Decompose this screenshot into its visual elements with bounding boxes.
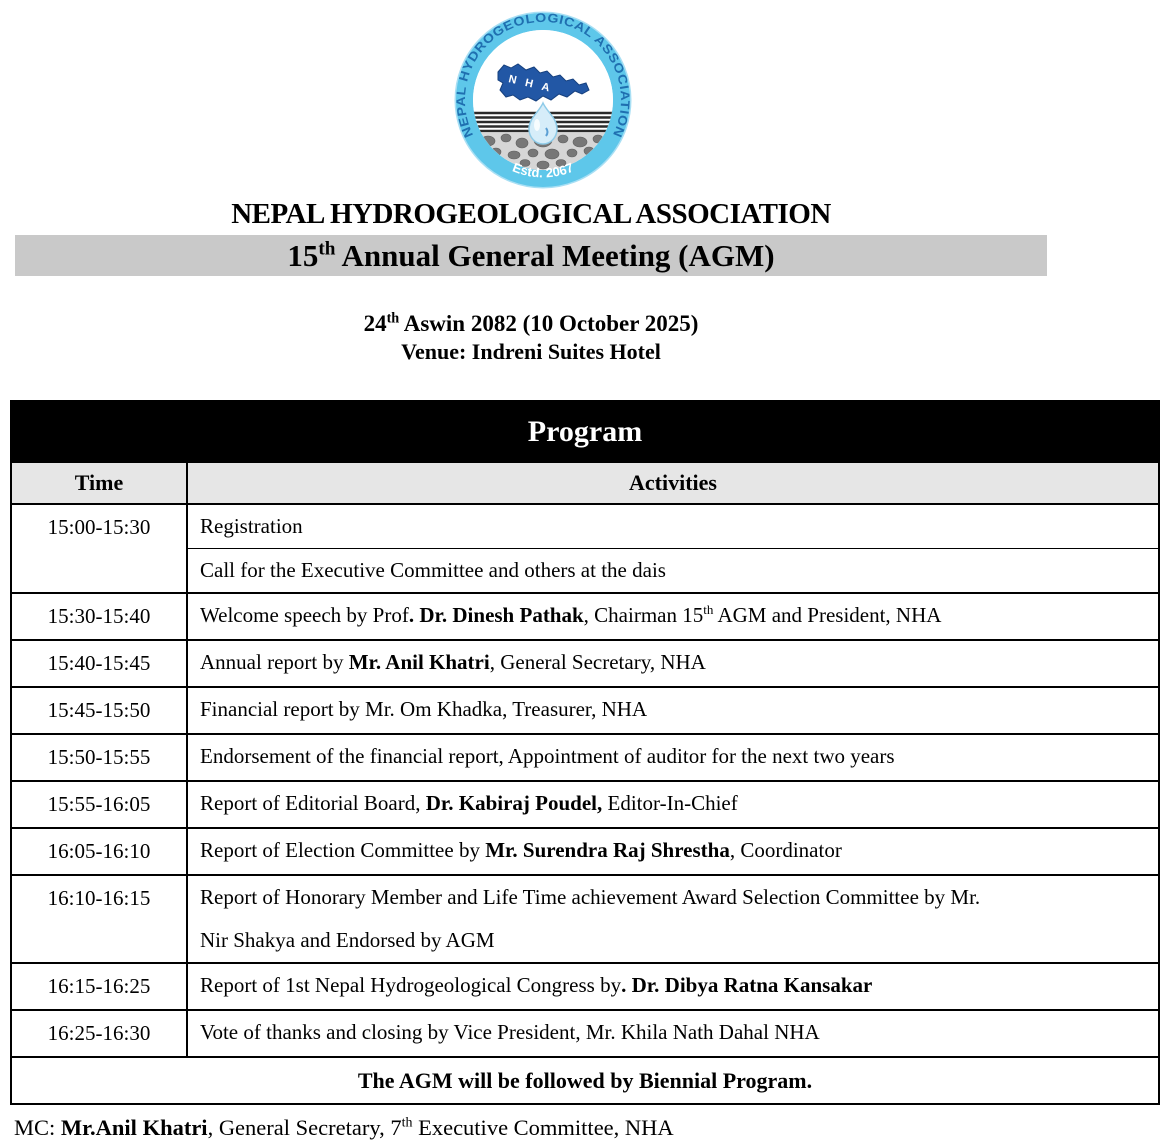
activity-cell: Annual report by Mr. Anil Khatri, General Secretary, NHA xyxy=(187,640,1159,687)
table-row xyxy=(11,593,1159,640)
activity-cell: Report of Editorial Board, Dr. Kabiraj Poudel, Editor-In-Chief xyxy=(187,781,1159,828)
program-title: Program xyxy=(11,401,1159,462)
table-row xyxy=(11,828,1159,875)
activity-cell: Registration xyxy=(187,504,1159,549)
program-table xyxy=(10,400,1160,1105)
table-row xyxy=(11,640,1159,687)
activity-cell: Financial report by Mr. Om Khadka, Treasurer, NHA xyxy=(187,687,1159,734)
activity-cell: Endorsement of the financial report, Appointment of auditor for the next two years xyxy=(187,734,1159,781)
nha-logo xyxy=(448,10,638,191)
time-cell: 15:00-15:30 xyxy=(11,504,187,593)
time-cell: 16:10-16:15 xyxy=(11,875,187,963)
document-header xyxy=(15,10,1047,365)
activity-cell: Call for the Executive Committee and others at the dais xyxy=(187,549,1159,594)
column-header-row xyxy=(11,462,1159,504)
footer-note: The AGM will be followed by Biennial Program. xyxy=(11,1057,1159,1104)
time-cell: 15:40-15:45 xyxy=(11,640,187,687)
table-row xyxy=(11,875,1159,963)
table-footer-row xyxy=(11,1057,1159,1104)
time-cell: 16:15-16:25 xyxy=(11,963,187,1010)
activity-cell: Vote of thanks and closing by Vice President, Mr. Khila Nath Dahal NHA xyxy=(187,1010,1159,1057)
program-table-body xyxy=(11,504,1159,1057)
activity-cell: Welcome speech by Prof. Dr. Dinesh Pathak, Chairman 15th AGM and President, NHA xyxy=(187,593,1159,640)
table-row xyxy=(11,1010,1159,1057)
table-row xyxy=(11,687,1159,734)
meeting-date: 24th Aswin 2082 (10 October 2025) xyxy=(363,310,699,336)
time-column-header: Time xyxy=(11,462,187,504)
activity-cell: Report of Honorary Member and Life Time achievement Award Selection Committee by Mr. Nir Shakya and Endorsed by AGM xyxy=(187,875,1159,963)
time-cell: 16:05-16:10 xyxy=(11,828,187,875)
logo-ring-text: NEPAL HYDROGEOLOGICAL ASSOCIATION xyxy=(453,10,633,140)
mc-line: MC: Mr.Anil Khatri, General Secretary, 7th Executive Committee, NHA xyxy=(14,1115,674,1140)
activities-column-header: Activities xyxy=(187,462,1159,504)
meeting-venue: Venue: Indreni Suites Hotel xyxy=(401,339,661,364)
time-cell: 15:50-15:55 xyxy=(11,734,187,781)
organization-name: NEPAL HYDROGEOLOGICAL ASSOCIATION xyxy=(231,198,831,230)
time-cell: 16:25-16:30 xyxy=(11,1010,187,1057)
time-cell: 15:55-16:05 xyxy=(11,781,187,828)
table-row xyxy=(11,734,1159,781)
table-row xyxy=(11,963,1159,1010)
program-title-row xyxy=(11,401,1159,462)
time-cell: 15:45-15:50 xyxy=(11,687,187,734)
estd-text: Estd. 2067 xyxy=(510,159,576,181)
table-row xyxy=(11,781,1159,828)
activity-cell: Report of 1st Nepal Hydrogeological Congress by. Dr. Dibya Ratna Kansakar xyxy=(187,963,1159,1010)
activity-cell: Report of Election Committee by Mr. Surendra Raj Shrestha, Coordinator xyxy=(187,828,1159,875)
time-cell: 15:30-15:40 xyxy=(11,593,187,640)
table-row xyxy=(11,504,1159,549)
nha-letters: NHA xyxy=(507,73,560,97)
meeting-title-band: 15th Annual General Meeting (AGM) xyxy=(15,235,1047,276)
